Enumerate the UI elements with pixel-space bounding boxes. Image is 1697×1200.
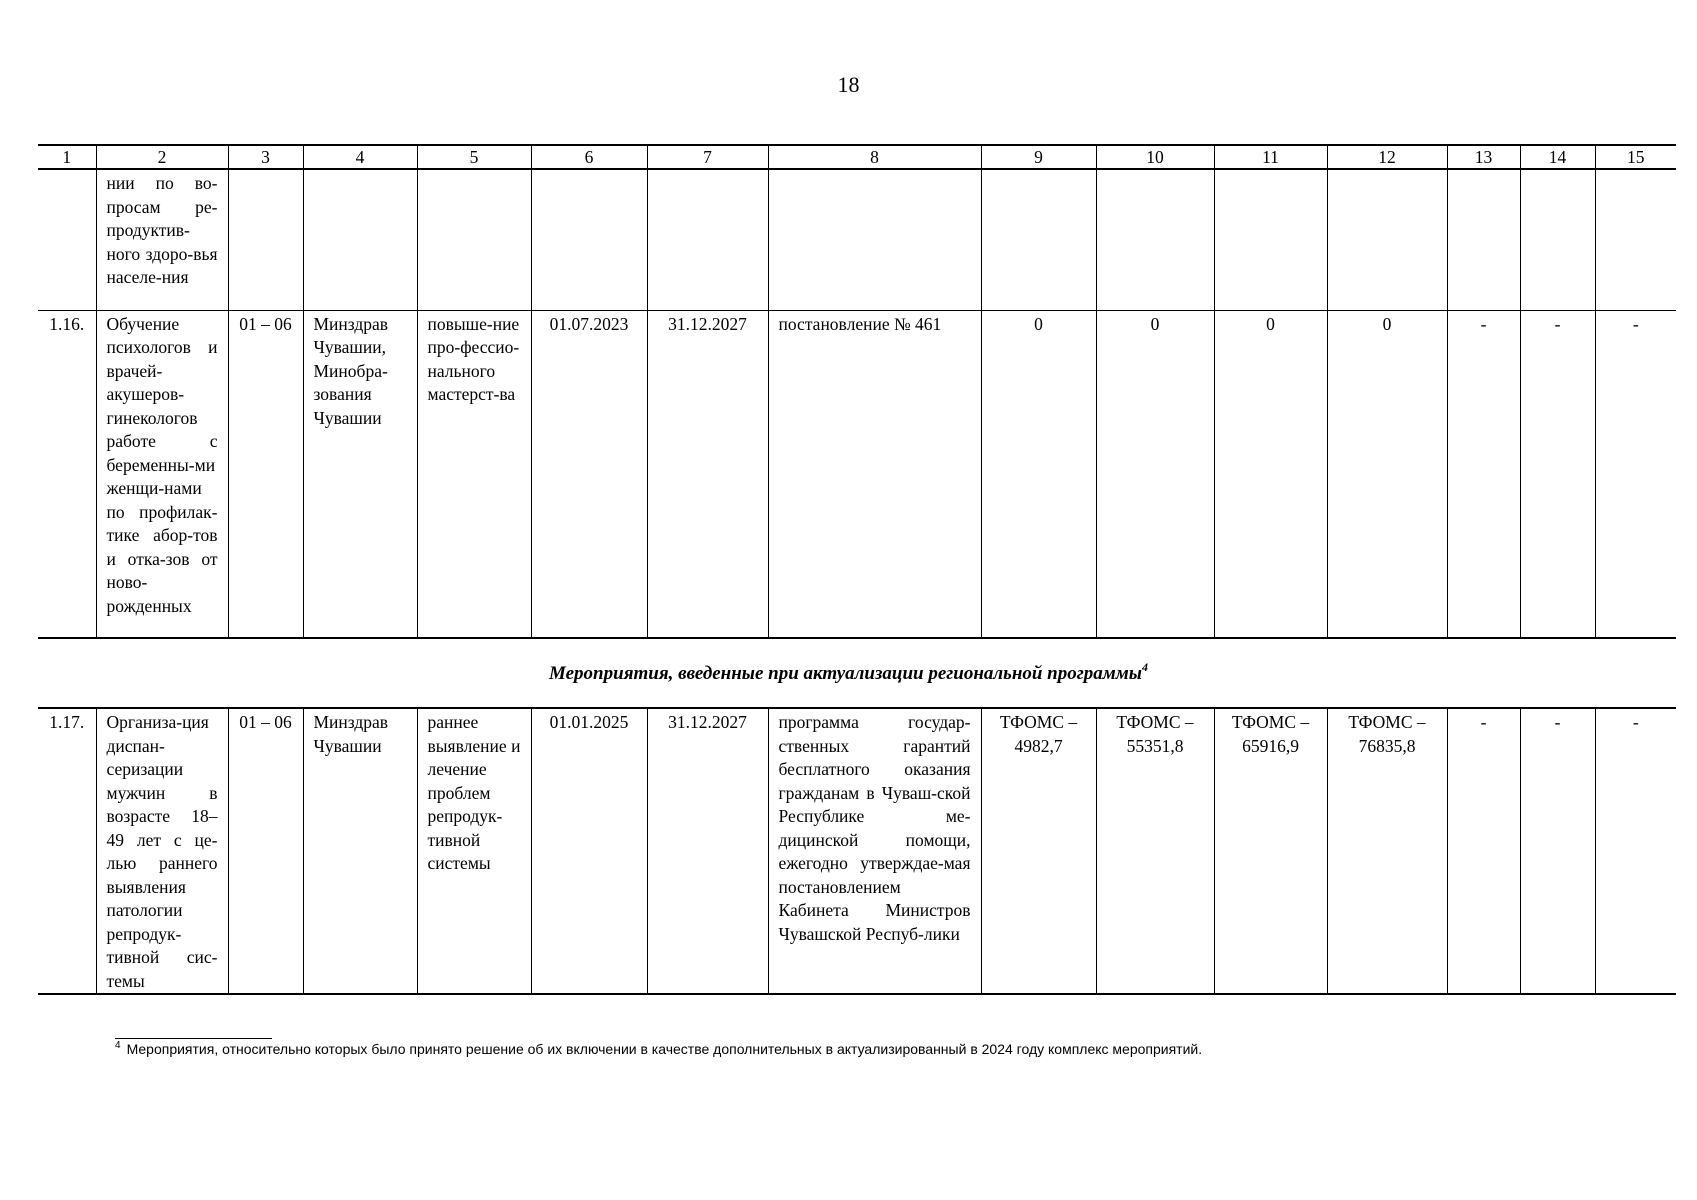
end-date-cell: 31.12.2027 xyxy=(647,310,768,638)
table-row xyxy=(38,310,1676,638)
document-cell: программа государ-ственных гарантий бесплатного оказания гражданам в Чуваш-ской Республике ме-дицинской помощи, ежегодно утверждае-мая постановлением Кабинета Министров Чувашской Респуб-лики xyxy=(768,708,981,994)
executor-cell: Минздрав Чувашии xyxy=(303,708,417,994)
value-cell: - xyxy=(1447,310,1520,638)
value-cell: - xyxy=(1595,310,1676,638)
value-cell: ТФОМС – 4982,7 xyxy=(981,708,1096,994)
row-number-cell: 1.17. xyxy=(38,708,96,994)
column-header: 10 xyxy=(1096,145,1214,169)
value-cell: 0 xyxy=(1214,310,1327,638)
value-cell: 0 xyxy=(1327,310,1447,638)
value-cell: 0 xyxy=(981,310,1096,638)
period-cell: 01 – 06 xyxy=(228,310,303,638)
footnote-mark: 4 xyxy=(115,1040,121,1051)
row-number-cell: 1.16. xyxy=(38,310,96,638)
column-header: 13 xyxy=(1447,145,1520,169)
column-header: 11 xyxy=(1214,145,1327,169)
column-header: 6 xyxy=(531,145,647,169)
footnote-divider xyxy=(115,1038,272,1039)
column-header: 8 xyxy=(768,145,981,169)
period-cell: 01 – 06 xyxy=(228,708,303,994)
measure-name-cell: нии по во-просам ре-продуктив-ного здоро-вья населе-ния xyxy=(96,169,228,310)
column-header: 3 xyxy=(228,145,303,169)
value-cell: ТФОМС – 65916,9 xyxy=(1214,708,1327,994)
column-number-header-row xyxy=(38,145,1676,169)
value-cell: - xyxy=(1447,708,1520,994)
measures-table xyxy=(38,144,1676,639)
end-date-cell: 31.12.2027 xyxy=(647,708,768,994)
column-header: 12 xyxy=(1327,145,1447,169)
footnote-reference[interactable]: 4 xyxy=(1141,660,1148,674)
measure-name-cell: Организа-ция диспан-серизации мужчин в возрасте 18–49 лет с це-лью раннего выявления патологии репродук-тивной сис-темы xyxy=(96,708,228,994)
result-cell: повыше-ние про-фессио-нального мастерст-ва xyxy=(417,310,531,638)
table-row-continuation xyxy=(38,169,1676,310)
table-row xyxy=(38,708,1676,994)
value-cell: ТФОМС – 55351,8 xyxy=(1096,708,1214,994)
section-heading: Мероприятия, введенные при актуализации региональной программы$^4$ xyxy=(549,660,1148,684)
footnote xyxy=(115,1040,1615,1057)
column-header: 15 xyxy=(1595,145,1676,169)
value-cell: - xyxy=(1520,310,1595,638)
column-header: 2 xyxy=(96,145,228,169)
value-cell: 0 xyxy=(1096,310,1214,638)
value-cell: ТФОМС – 76835,8 xyxy=(1327,708,1447,994)
column-header: 14 xyxy=(1520,145,1595,169)
executor-cell: Минздрав Чувашии, Минобра-зования Чувашии xyxy=(303,310,417,638)
result-cell: раннее выявление и лечение проблем репродук-тивной системы xyxy=(417,708,531,994)
footnote-text: Мероприятия, относительно которых было принято решение об их включении в качестве дополнительных в актуализированный в 2024 году комплекс мероприятий. xyxy=(126,1041,1203,1057)
value-cell: - xyxy=(1595,708,1676,994)
page-number: 18 xyxy=(837,72,860,97)
measure-name-cell: Обучение психологов и врачей-акушеров-гинекологов работе с беременны-ми женщи-нами по профилак-тике абор-тов и отка-зов от ново-рожденных xyxy=(96,310,228,638)
start-date-cell: 01.07.2023 xyxy=(531,310,647,638)
column-header: 5 xyxy=(417,145,531,169)
column-header: 1 xyxy=(38,145,96,169)
document-cell: постановление № 461 xyxy=(768,310,981,638)
column-header: 9 xyxy=(981,145,1096,169)
column-header: 4 xyxy=(303,145,417,169)
value-cell: - xyxy=(1520,708,1595,994)
start-date-cell: 01.01.2025 xyxy=(531,708,647,994)
measures-table-added xyxy=(38,707,1676,995)
column-header: 7 xyxy=(647,145,768,169)
